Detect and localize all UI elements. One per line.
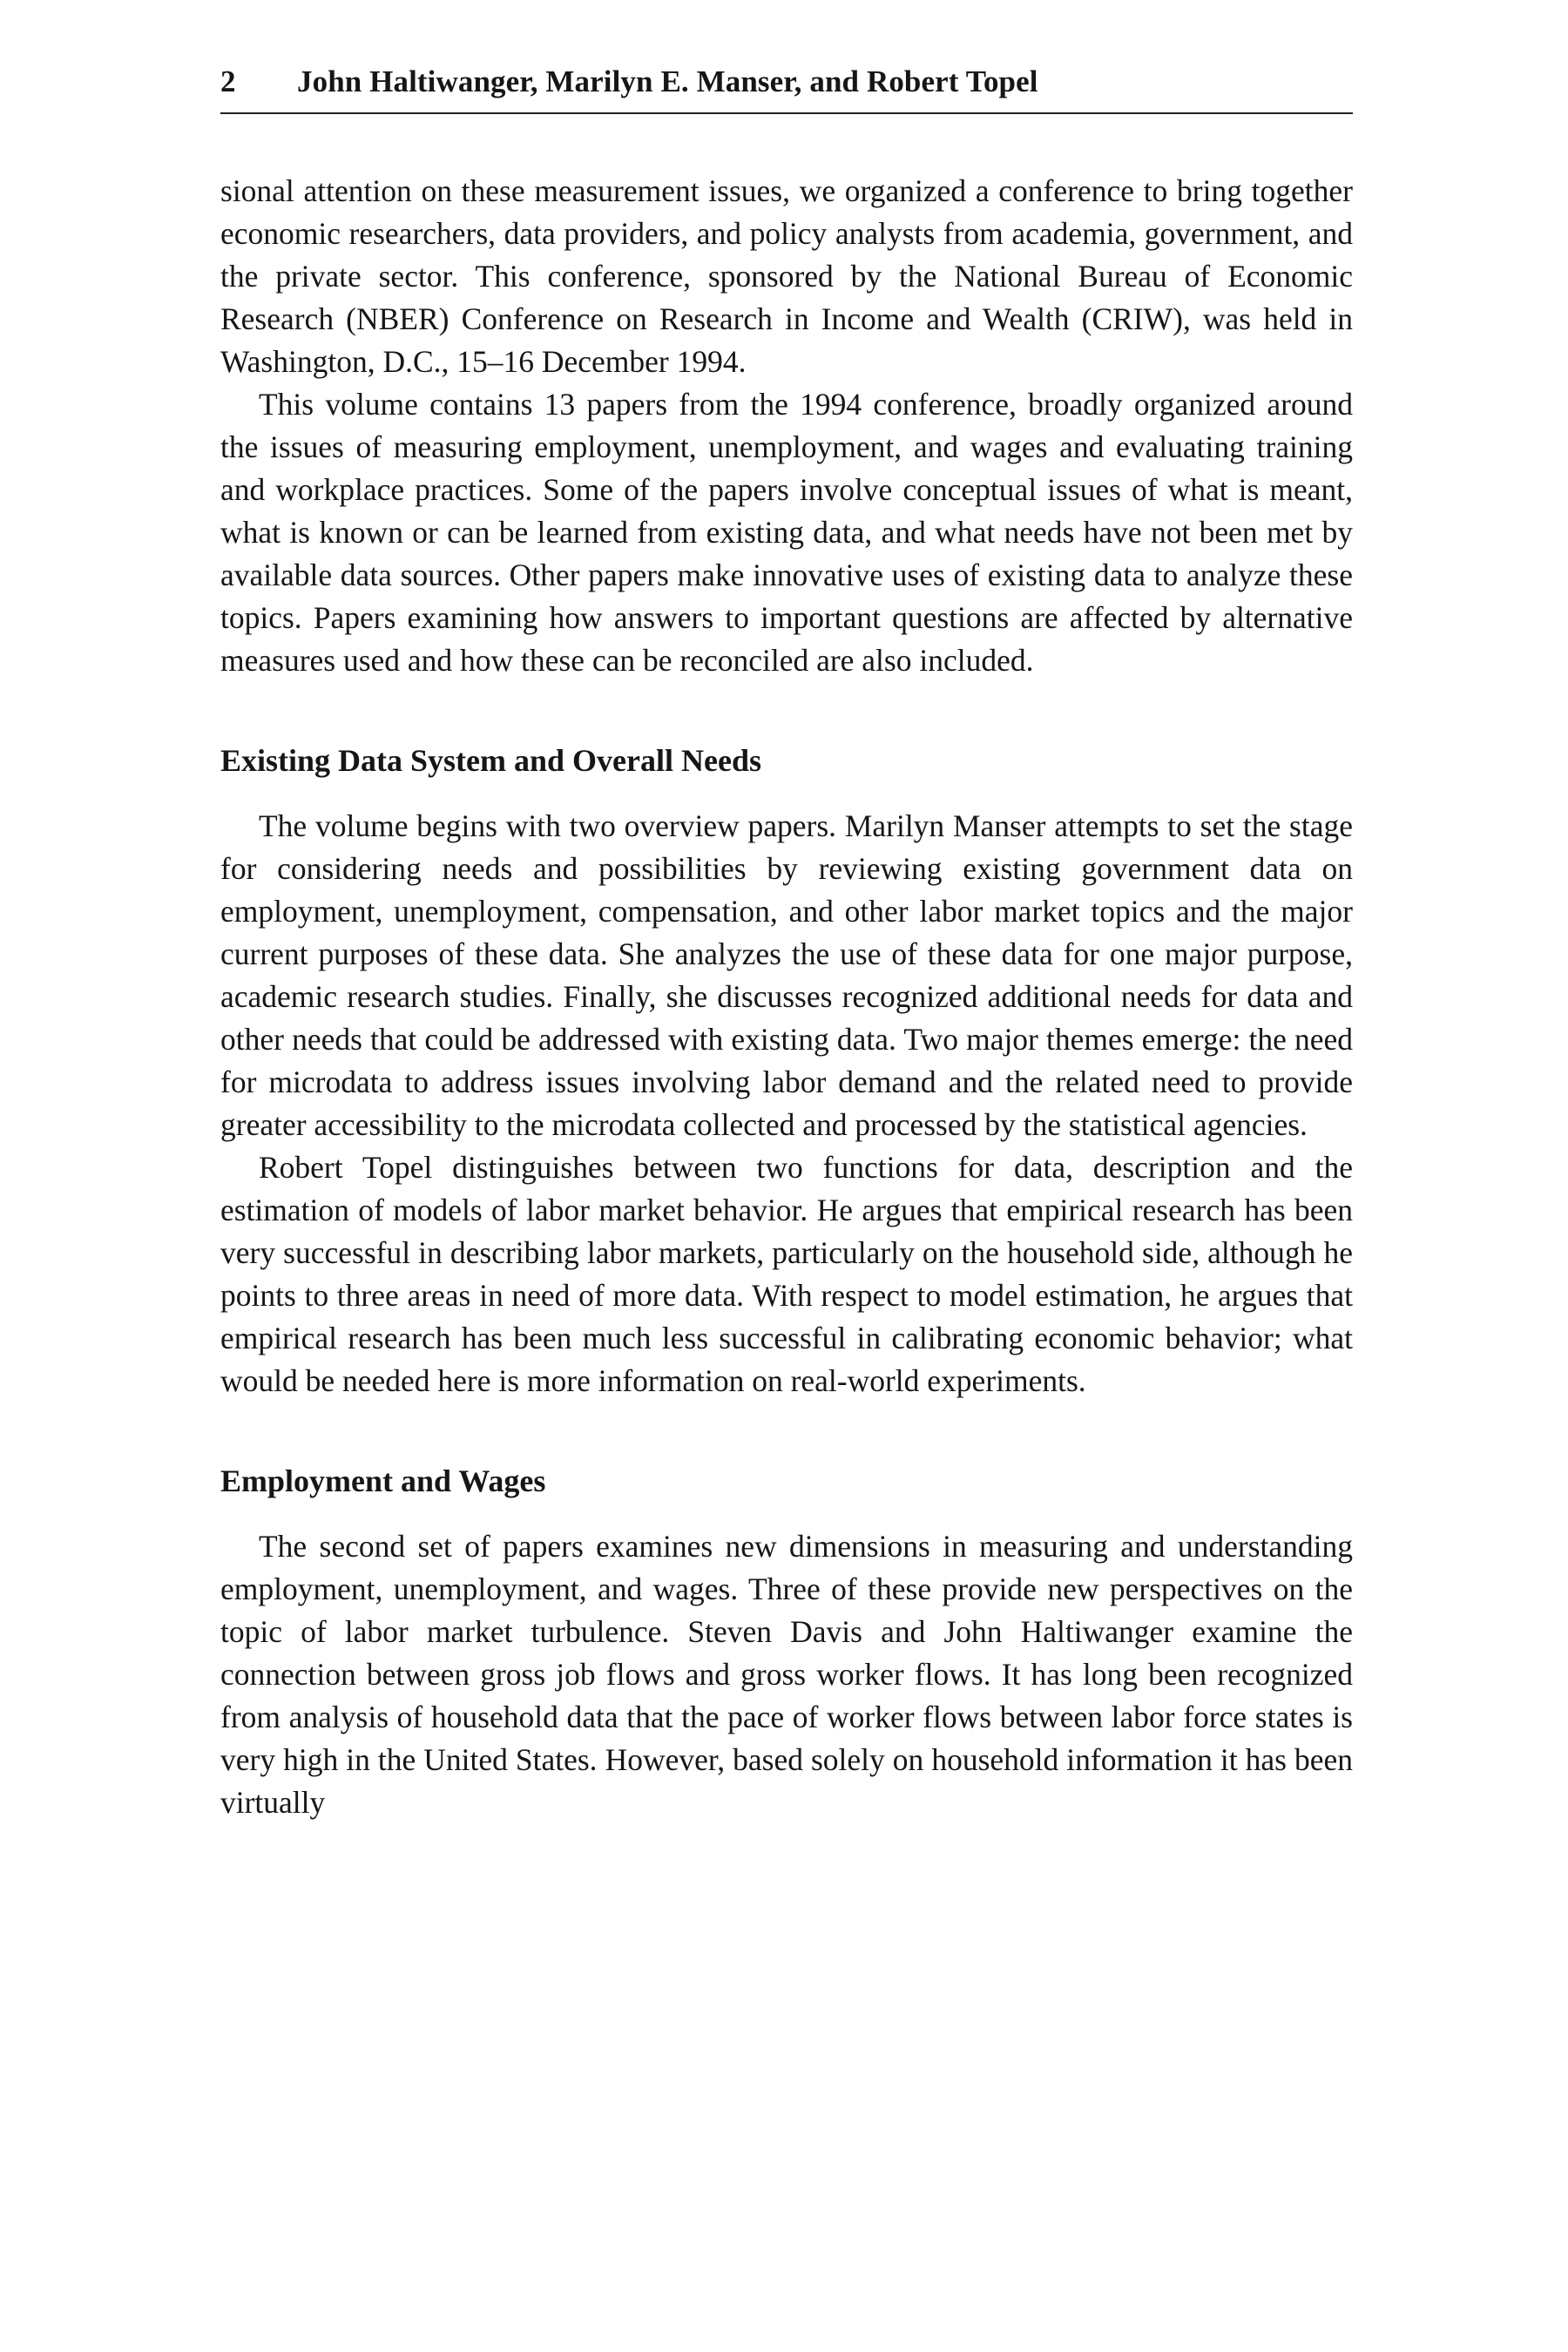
intro-paragraph-continued: sional attention on these measurement issues, we organized a conference to bring together economic researchers, data providers, and policy analysts from academia, government, and the private sector. This conference, sponsored by the National Bureau of Economic Research (NBER) Conference on Research in Income and Wealth (CRIW), was held in Washington, D.C., 15–16 December 1994. [220,173,1353,379]
section-paragraph: The second set of papers examines new dimensions in measuring and understanding employment, unemployment, and wages. Three of these provide new perspectives on the topic of labor market turbulence. Steven Davis and John Haltiwanger examine the connection between gross job flows and gross worker flows. It has long been recognized from analysis of household data that the pace of worker flows between labor force states is very high in the United States. However, based solely on household information it has been virtually [220,1529,1353,1820]
section-paragraph: The volume begins with two overview papers. Marilyn Manser attempts to set the stage for considering needs and possibilities by reviewing existing government data on employment, unemployment, compensation, and other labor market topics and the major current purposes of these data. She analyzes the use of these data for one major purpose, academic research studies. Finally, she discusses recognized additional needs for data and other needs that could be addressed with existing data. Two major themes emerge: the need for microdata to address issues involving labor demand and the related need to provide greater accessibility to the microdata collected and processed by the statistical agencies. [220,808,1353,1142]
body-text [220,170,1353,1824]
section-paragraph: Robert Topel distinguishes between two functions for data, description and the estimation of models of labor market behavior. He argues that empirical research has been very successful in describing labor markets, particularly on the household side, although he points to three areas in need of more data. With respect to model estimation, he argues that empirical research has been much less successful in calibrating economic behavior; what would be needed here is more information on real-world experiments. [220,1150,1353,1398]
running-head [220,63,1353,114]
section-heading-employment-wages: Employment and Wages [220,1463,546,1498]
page-number: 2 [220,64,236,98]
section-heading-existing-data: Existing Data System and Overall Needs [220,743,761,778]
running-head-authors: John Haltiwanger, Marilyn E. Manser, and Robert Topel [297,64,1038,98]
book-page [220,63,1353,1824]
intro-paragraph: This volume contains 13 papers from the 1994 conference, broadly organized around the issues of measuring employment, unemployment, and wages and evaluating training and workplace practices. Some of the papers involve conceptual issues of what is meant, what is known or can be learned from existing data, and what needs have not been met by available data sources. Other papers make innovative uses of existing data to analyze these topics. Papers examining how answers to important questions are affected by alternative measures used and how these can be reconciled are also included. [220,387,1353,678]
